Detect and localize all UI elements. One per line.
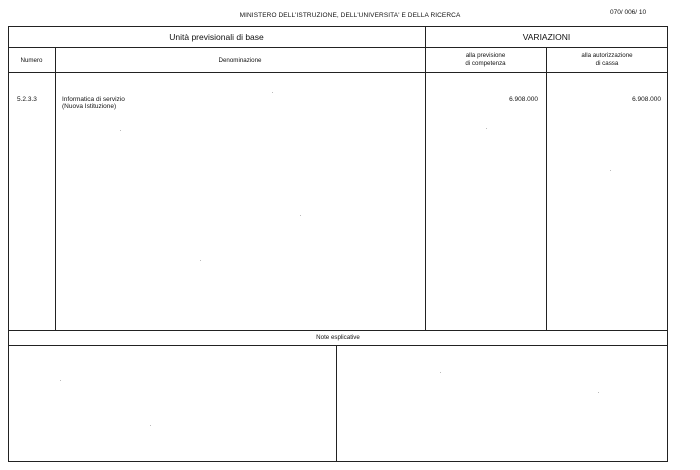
row-cassa-value: 6.908.000 — [632, 96, 661, 103]
divider-notes — [336, 345, 337, 462]
document-code: 070/ 006/ 10 — [610, 9, 647, 16]
column-header-numero: Numero — [20, 57, 43, 64]
rule-above-notes — [8, 330, 668, 331]
scan-speck — [610, 170, 611, 171]
column-header-competenza-line2: di competenza — [465, 60, 506, 67]
scan-speck — [120, 130, 121, 131]
column-header-competenza-line1: alla previsione — [465, 52, 506, 59]
ministry-title: MINISTERO DELL'ISTRUZIONE, DELL'UNIVERSITA' E DELLA RICERCA — [239, 12, 461, 19]
section-header-unita: Unità previsionali di base — [169, 32, 264, 42]
scan-speck — [60, 380, 61, 381]
row-competenza-value: 6.908.000 — [509, 96, 538, 103]
scan-speck — [598, 392, 599, 393]
row-denominazione-line1: Informatica di servizio — [62, 96, 125, 103]
scan-speck — [440, 372, 441, 373]
scan-speck — [300, 215, 301, 216]
section-header-variazioni: VARIAZIONI — [522, 32, 571, 42]
table-frame — [8, 26, 668, 462]
scan-speck — [486, 128, 487, 129]
row-numero: 5.2.3.3 — [17, 96, 37, 103]
rule-under-notes-title — [8, 345, 668, 346]
column-header-cassa-line1: alla autorizzazione — [581, 52, 633, 59]
scan-speck — [200, 260, 201, 261]
column-header-denominazione: Denominazione — [218, 57, 262, 64]
rule-under-section-header — [8, 47, 668, 48]
scan-speck — [150, 425, 151, 426]
divider-competenza-cassa — [546, 47, 547, 330]
row-denominazione-line2: (Nuova Istituzione) — [62, 103, 117, 110]
divider-sections — [425, 26, 426, 330]
column-header-cassa-line2: di cassa — [595, 60, 619, 67]
rule-under-column-header — [8, 72, 668, 73]
divider-numero — [55, 47, 56, 330]
notes-title: Note esplicative — [316, 334, 360, 341]
scan-speck — [272, 92, 273, 93]
